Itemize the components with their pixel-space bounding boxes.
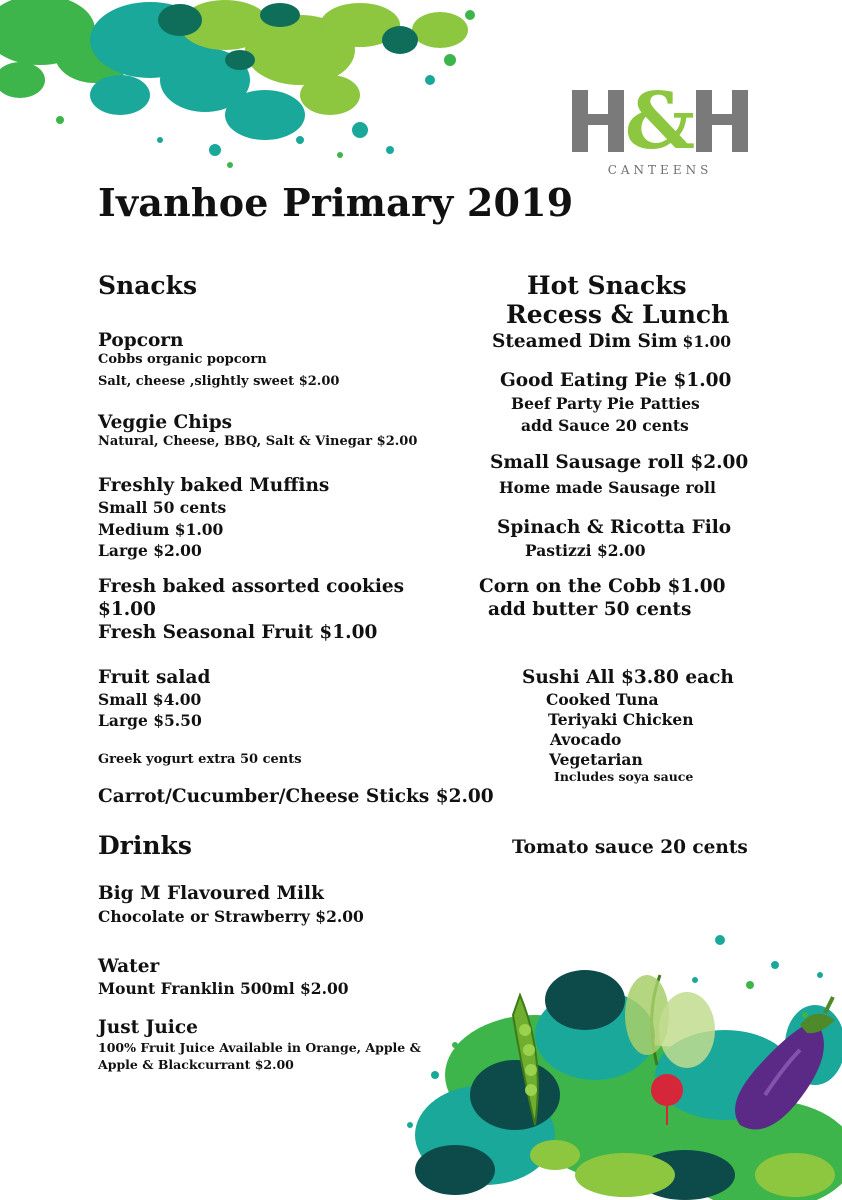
veggie-chips-name: Veggie Chips [98, 412, 233, 433]
recess-lunch-heading: Recess & Lunch [506, 300, 730, 329]
muffins-small: Small 50 cents [98, 498, 227, 517]
cheese-sticks: Carrot/Cucumber/Cheese Sticks $2.00 [98, 786, 494, 807]
pie-desc: Beef Party Pie Patties [511, 394, 700, 413]
dim-sim-price: $1.00 [682, 332, 732, 351]
sushi-item: Cooked Tuna [546, 690, 659, 709]
muffins-large: Large $2.00 [98, 541, 202, 560]
juice-name: Just Juice [98, 1017, 198, 1038]
water-desc: Mount Franklin 500ml $2.00 [98, 979, 349, 998]
milk-desc: Chocolate or Strawberry $2.00 [98, 907, 364, 926]
soya-sauce-note: Includes soya sauce [554, 769, 694, 784]
popcorn-price: Salt, cheese ,slightly sweet $2.00 [98, 374, 340, 389]
fruit-salad-large: Large $5.50 [98, 711, 202, 730]
popcorn-desc: Cobbs organic popcorn [98, 352, 267, 367]
fruit-salad-name: Fruit salad [98, 667, 211, 688]
sushi-item: Vegetarian [549, 750, 643, 769]
sushi-heading: Sushi All $3.80 each [522, 667, 734, 688]
muffins-name: Freshly baked Muffins [98, 475, 330, 496]
cookies-price: $1.00 [98, 599, 156, 620]
pie-name: Good Eating Pie $1.00 [500, 370, 732, 391]
fruit-salad-small: Small $4.00 [98, 690, 202, 709]
popcorn-name: Popcorn [98, 330, 184, 351]
paint-splash-top [0, 0, 480, 175]
hh-canteens-logo [570, 82, 750, 160]
filo-name: Spinach & Ricotta Filo [497, 517, 732, 538]
page-title: Ivanhoe Primary 2019 [98, 180, 574, 225]
sausage-roll-desc: Home made Sausage roll [499, 478, 716, 497]
cookies-line1: Fresh baked assorted cookies [98, 576, 405, 597]
muffins-medium: Medium $1.00 [98, 520, 224, 539]
paint-splash-bottom [395, 925, 842, 1200]
juice-line2: Apple & Blackcurrant $2.00 [98, 1057, 294, 1072]
snacks-heading: Snacks [98, 271, 198, 300]
hot-snacks-heading: Hot Snacks [527, 271, 687, 300]
pie-sauce: add Sauce 20 cents [521, 416, 689, 435]
drinks-heading: Drinks [98, 831, 192, 860]
greek-yogurt: Greek yogurt extra 50 cents [98, 752, 302, 767]
sushi-item: Avocado [550, 730, 622, 749]
veggie-chips-desc: Natural, Cheese, BBQ, Salt & Vinegar $2.00 [98, 434, 418, 449]
dim-sim-name: Steamed Dim Sim [492, 331, 678, 352]
sausage-roll-name: Small Sausage roll $2.00 [490, 452, 749, 473]
pastizzi-price: Pastizzi $2.00 [525, 541, 646, 560]
logo-subtitle: CANTEENS [607, 163, 713, 177]
seasonal-fruit: Fresh Seasonal Fruit $1.00 [98, 622, 378, 643]
tomato-sauce: Tomato sauce 20 cents [512, 837, 748, 858]
corn-name: Corn on the Cobb $1.00 [479, 576, 726, 597]
corn-butter: add butter 50 cents [488, 599, 692, 620]
juice-line1: 100% Fruit Juice Available in Orange, Apple & [98, 1040, 421, 1055]
sushi-item: Teriyaki Chicken [548, 710, 694, 729]
water-name: Water [98, 956, 160, 977]
dim-sim-line [492, 331, 731, 352]
milk-name: Big M Flavoured Milk [98, 883, 324, 904]
svg-text:&: & [624, 82, 696, 160]
